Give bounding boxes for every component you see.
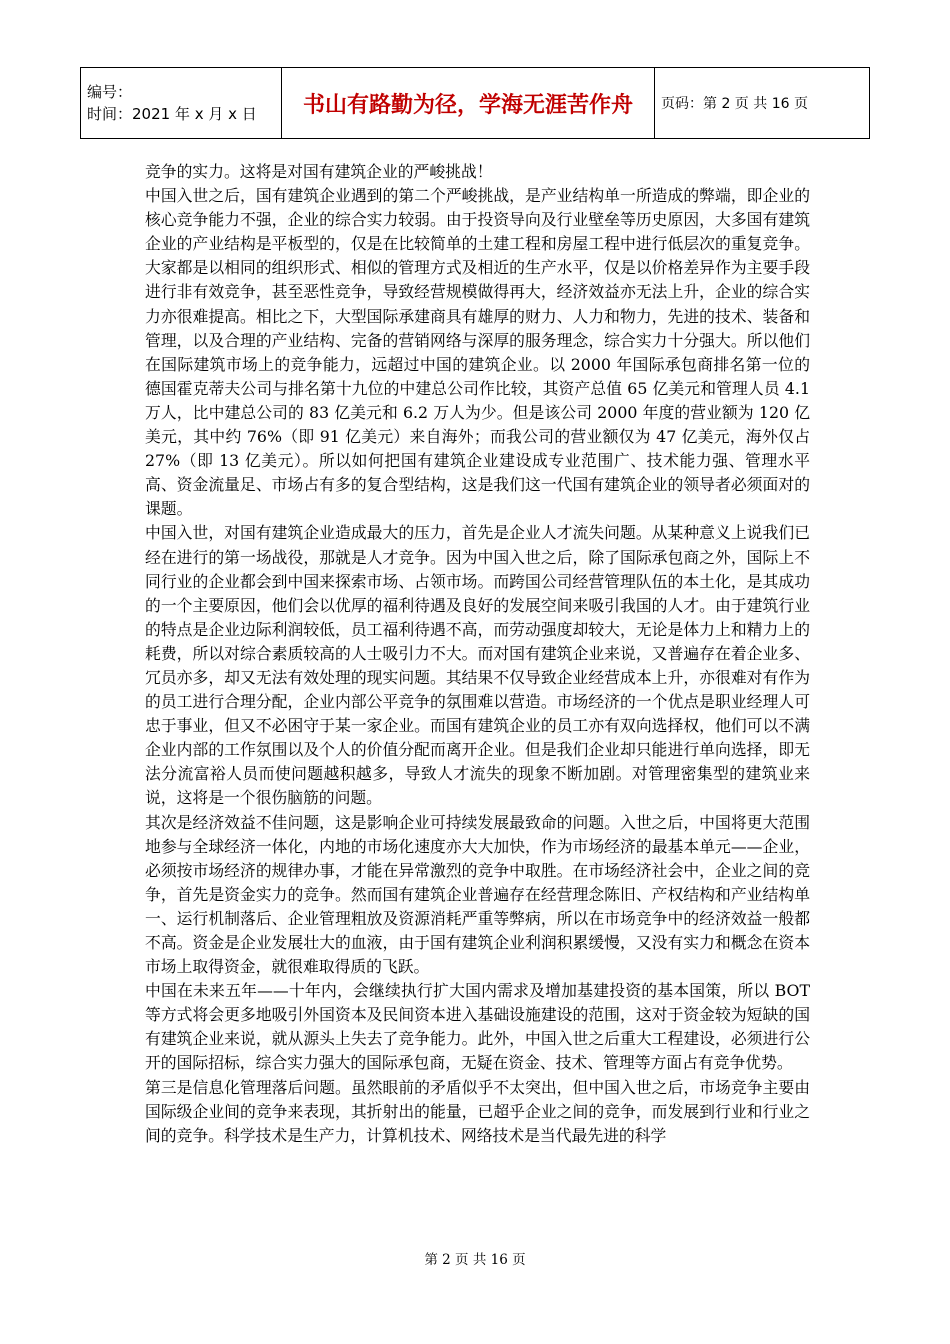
footer-page-number: 第 2 页 共 16 页: [424, 1252, 526, 1268]
header-meta-cell: [81, 68, 282, 139]
header-motto: 书山有路勤为径，学海无涯苦作舟: [282, 68, 655, 139]
document-date-label: 时间：2021 年 x 月 x 日: [87, 105, 257, 123]
paragraph: 中国入世，对国有建筑企业造成最大的压力，首先是企业人才流失问题。从某种意义上说我们已经在进行的第一场战役，那就是人才竞争。因为中国入世之后，除了国际承包商之外，国际上不同行业的企业都会到中国来探索市场、占领市场。而跨国公司经营管理队伍的本土化，是其成功的一个主要原因，他们会以优厚的福利待遇及良好的发展空间来吸引我国的人才。由于建筑行业的特点是企业边际利润较低，员工福利待遇不高，而劳动强度却较大，无论是体力上和精力上的耗费，所以对综合素质较高的人士吸引力不大。而对国有建筑企业来说，又普遍存在着企业多、冗员亦多，却又无法有效处理的现实问题。其结果不仅导致企业经营成本上升，亦很难对有作为的员工进行合理分配，企业内部公平竞争的氛围难以营造。市场经济的一个优点是职业经理人可忠于事业，但又不必困守于某一家企业。而国有建筑企业的员工亦有双向选择权，他们可以不满企业内部的工作氛围以及个人的价值分配而离开企业。但是我们企业却只能进行单向选择，即无法分流富裕人员而使问题越积越多，导致人才流失的现象不断加剧。对管理密集型的建筑业来说，这将是一个很伤脑筋的问题。: [145, 523, 810, 808]
paragraph: 中国入世之后，国有建筑企业遇到的第二个严峻挑战，是产业结构单一所造成的弊端，即企业的核心竞争能力不强，企业的综合实力较弱。由于投资导向及行业壁垒等历史原因，大多国有建筑企业的产业结构是平板型的，仅是在比较简单的土建工程和房屋工程中进行低层次的重复竞争。大家都是以相同的组织形式、相似的管理方式及相近的生产水平，仅是以价格差异作为主要手段进行非有效竞争，甚至恶性竞争，导致经营规模做得再大，经济效益亦无法上升，企业的综合实力亦很难提高。相比之下，大型国际承建商具有雄厚的财力、人力和物力，先进的技术、装备和管理，以及合理的产业结构、完备的营销网络与深厚的服务理念，综合实力十分强大。所以他们在国际建筑市场上的竞争能力，远超过中国的建筑企业。以 2000 年国际承包商排名第一位的德国霍克蒂夫公司与排名第十九位的中建总公司作比较，其资产总值 65 亿美元和管理人员 4.1 万人，比中建总公司的 83 亿美元和 6.2 万人为少。但是该公司 2000 年度的营业额为 120 亿美元，其中约 76%（即 91 亿美元）来自海外；而我公司的营业额仅为 47 亿美元，海外仅占 27%（即 13 亿美元）。所以如何把国有建筑企业建设成专业范围广、技术能力强、管理水平高、资金流量足、市场占有多的复合型结构，这是我们这一代国有建筑企业的领导者必须面对的课题。: [145, 186, 810, 519]
document-number-label: 编号：: [87, 83, 133, 101]
header-page-info: 页码：第 2 页 共 16 页: [655, 68, 870, 139]
paragraph: 第三是信息化管理落后问题。虽然眼前的矛盾似乎不太突出，但中国入世之后，市场竞争主要由国际级企业间的竞争来表现，其折射出的能量，已超乎企业之间的竞争，而发展到行业和行业之间的竞争。科学技术是生产力，计算机技术、网络技术是当代最先进的科学: [145, 1077, 810, 1145]
paragraph: 中国在未来五年——十年内，会继续执行扩大国内需求及增加基建投资的基本国策，所以 BOT 等方式将会更多地吸引外国资本及民间资本进入基础设施建设的范围，这对于资金较为短缺的国有建筑企业来说，就从源头上失去了竞争能力。此外，中国入世之后重大工程建设，必须进行公开的国际招标，综合实力强大的国际承包商，无疑在资金、技术、管理等方面占有竞争优势。: [145, 981, 810, 1073]
paragraph: 竞争的实力。这将是对国有建筑企业的严峻挑战！: [145, 162, 493, 181]
header-table: [80, 67, 870, 139]
document-body: [145, 160, 810, 1148]
page-footer: [0, 1248, 950, 1268]
paragraph: 其次是经济效益不佳问题，这是影响企业可持续发展最致命的问题。入世之后，中国将更大范围地参与全球经济一体化，内地的市场化速度亦大大加快，作为市场经济的最基本单元——企业，必须按市场经济的规律办事，才能在异常激烈的竞争中取胜。在市场经济社会中，企业之间的竞争，首先是资金实力的竞争。然而国有建筑企业普遍存在经营理念陈旧、产权结构和产业结构单一、运行机制落后、企业管理粗放及资源消耗严重等弊病，所以在市场竞争中的经济效益一般都不高。资金是企业发展壮大的血液，由于国有建筑企业利润积累缓慢，又没有实力和概念在资本市场上取得资金，就很难取得质的飞跃。: [145, 812, 810, 977]
